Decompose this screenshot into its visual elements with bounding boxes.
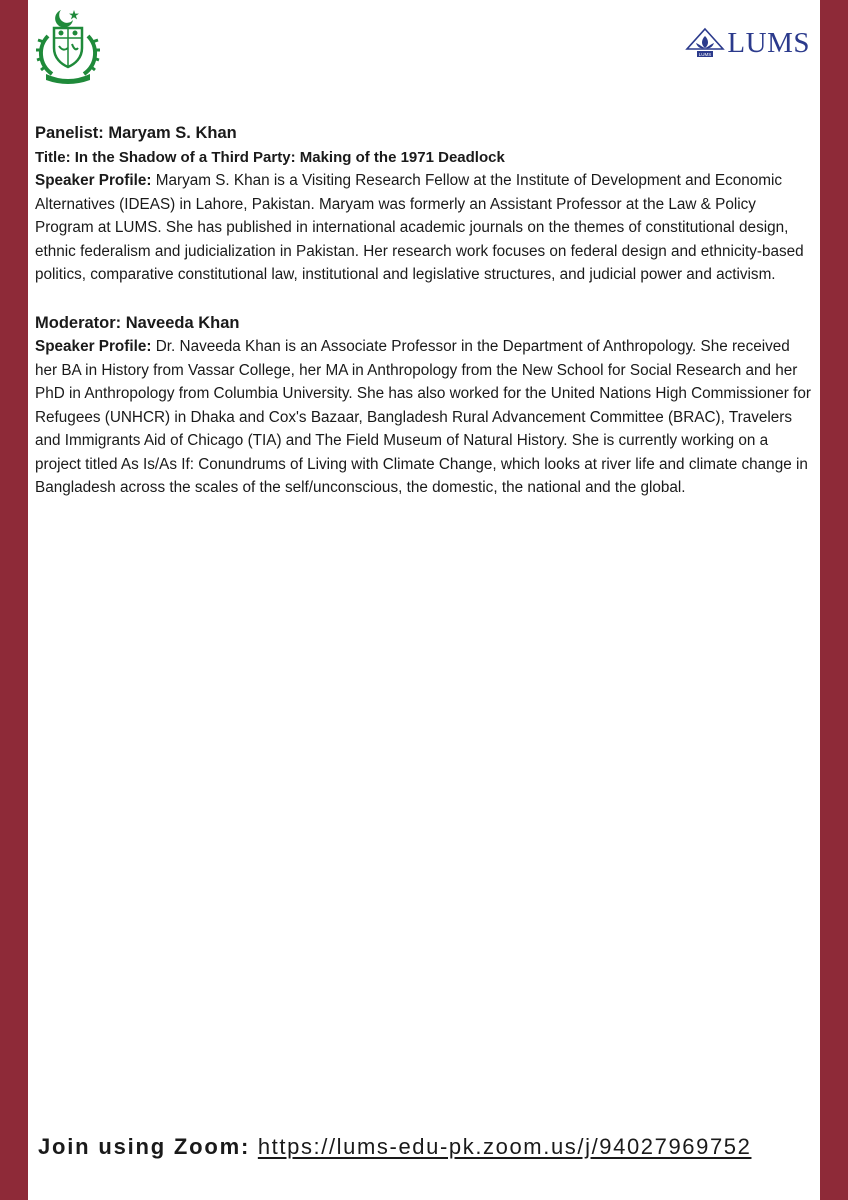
main-content — [35, 122, 815, 500]
svg-text:LUMS: LUMS — [699, 52, 712, 57]
panelist-profile-text: Maryam S. Khan is a Visiting Research Fellow at the Institute of Development and Economic Alternatives (IDEAS) in Lahore, Pakistan. Maryam was formerly an Assistant Professor at the Law & Policy Program at LUMS. She has published in international academic journals on the themes of constitutional design, ethnic federalism and judicialization in Pakistan. Her research work focuses on federal design and ethnicity-based politics, comparative constitutional law, institutional and legislative structures, and judicial power and activism. — [35, 172, 804, 283]
lums-mark-icon — [685, 27, 725, 59]
lums-logo — [685, 26, 810, 60]
talk-title: Title: In the Shadow of a Third Party: Making of the 1971 Deadlock — [35, 148, 505, 166]
right-border-bar — [820, 0, 848, 1200]
panelist-profile — [35, 169, 815, 287]
lums-wordmark: LUMS — [727, 26, 810, 59]
moderator-profile — [35, 335, 815, 500]
zoom-footer — [38, 1134, 818, 1160]
panelist-section — [35, 122, 815, 287]
zoom-label: Join using Zoom: — [38, 1134, 251, 1159]
moderator-profile-label: Speaker Profile: — [35, 338, 152, 355]
panelist-profile-label: Speaker Profile: — [35, 172, 152, 189]
left-border-bar — [0, 0, 28, 1200]
moderator-section — [35, 312, 815, 500]
moderator-heading: Moderator: Naveeda Khan — [35, 313, 240, 332]
pakistan-emblem-icon — [34, 6, 102, 84]
zoom-link[interactable]: https://lums-edu-pk.zoom.us/j/94027969752 — [257, 1134, 752, 1159]
moderator-profile-text: Dr. Naveeda Khan is an Associate Professor in the Department of Anthropology. She received her BA in History from Vassar College, her MA in Anthropology from the New School for Social Research and her PhD in Anthropology from Columbia University. She has also worked for the United Nations High Commissioner for Refugees (UNHCR) in Dhaka and Cox's Bazaar, Bangladesh Rural Advancement Committee (BRAC), Travelers and Immigrants Aid of Chicago (TIA) and The Field Museum of Natural History. She is currently working on a project titled As Is/As If: Conundrums of Living with Climate Change, which looks at river life and climate change in Bangladesh across the scales of the self/unconscious, the domestic, the national and the global. — [35, 338, 811, 496]
panelist-heading: Panelist: Maryam S. Khan — [35, 124, 237, 142]
